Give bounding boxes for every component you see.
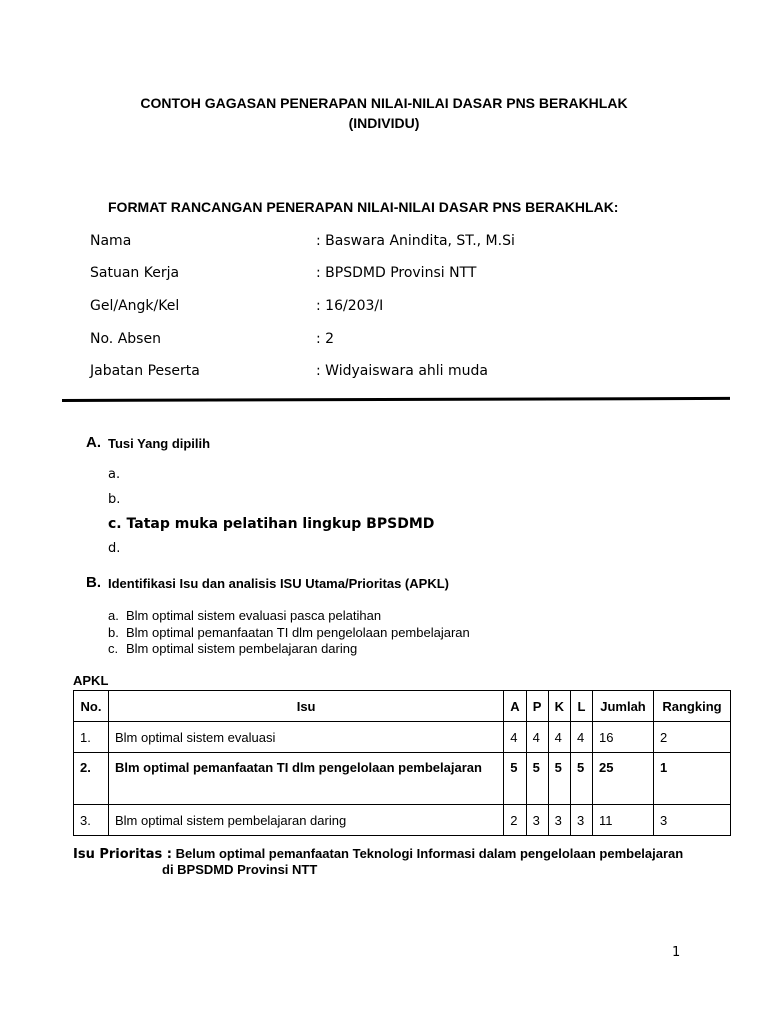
document-title: CONTOH GAGASAN PENERAPAN NILAI-NILAI DASAR PNS BERAKHLAK [140,95,628,111]
cell-p: 4 [526,722,548,753]
cell-jumlah: 11 [593,805,654,836]
identity-value: : 16/203/I [316,298,384,314]
isu-text: Blm optimal pemanfaatan TI dlm pengelolaan pembelajaran [126,625,470,640]
cell-no: 2. [74,753,109,805]
tusi-text: Tatap muka pelatihan lingkup BPSDMD [126,516,435,532]
format-title: FORMAT RANCANGAN PENERAPAN NILAI-NILAI DASAR PNS BERAKHLAK: [108,199,619,215]
cell-l: 4 [571,722,593,753]
page-number: 1 [672,945,681,960]
identity-label: Nama [90,233,132,249]
identity-row-no-absen [90,331,730,351]
column-header: P [526,691,548,722]
identity-label: Satuan Kerja [90,265,180,281]
cell-k: 3 [548,805,570,836]
cell-jumlah: 16 [593,722,654,753]
cell-p: 3 [526,805,548,836]
table-row [74,805,731,836]
priority-text-line2: di BPSDMD Provinsi NTT [162,862,318,877]
cell-l: 3 [571,805,593,836]
column-header: No. [74,691,109,722]
isu-marker: b. [108,625,119,640]
cell-l: 5 [571,753,593,805]
table-row [74,753,731,805]
cell-rangking: 3 [653,805,730,836]
cell-k: 5 [548,753,570,805]
identity-label: No. Absen [90,331,161,347]
tusi-item-b [108,492,120,507]
tusi-marker: d. [108,541,121,556]
cell-p: 5 [526,753,548,805]
section-b-letter: B. [86,574,101,591]
table-row [74,722,731,753]
identity-label: Gel/Angk/Kel [90,298,180,314]
identity-label: Jabatan Peserta [90,363,200,379]
identity-value: : Widyaiswara ahli muda [316,363,488,379]
apkl-label: APKL [73,673,109,688]
section-b-title: Identifikasi Isu dan analisis ISU Utama/Prioritas (APKL) [108,576,449,591]
cell-no: 1. [74,722,109,753]
document-subtitle: (INDIVIDU) [348,115,420,131]
cell-isu: Blm optimal sistem evaluasi [108,722,503,753]
identity-row-jabatan [90,363,730,383]
identity-row-satuan-kerja [90,265,730,285]
tusi-marker: a. [108,467,121,482]
cell-a: 2 [504,805,526,836]
section-a-letter: A. [86,434,101,451]
cell-k: 4 [548,722,570,753]
isu-text: Blm optimal sistem pembelajaran daring [126,641,358,656]
column-header: Jumlah [593,691,654,722]
cell-no: 3. [74,805,109,836]
column-header: L [571,691,593,722]
section-a-title: Tusi Yang dipilih [108,436,211,451]
cell-rangking: 2 [653,722,730,753]
priority-issue [73,846,753,862]
isu-item-c [108,641,357,656]
cell-jumlah: 25 [593,753,654,805]
priority-text-line1: Belum optimal pemanfaatan Teknologi Informasi dalam pengelolaan pembelajaran [175,846,684,861]
identity-value: : BPSDMD Provinsi NTT [316,265,477,281]
isu-marker: a. [108,608,119,623]
tusi-marker: b. [108,492,121,507]
isu-item-b [108,625,470,640]
isu-text: Blm optimal sistem evaluasi pasca pelatihan [126,608,382,623]
column-header: Isu [108,691,503,722]
cell-isu: Blm optimal sistem pembelajaran daring [108,805,503,836]
tusi-item-d [108,541,120,556]
priority-label: Isu Prioritas : [73,847,172,862]
isu-marker: c. [108,641,119,656]
table-header-row [74,691,731,722]
isu-item-a [108,608,381,623]
cell-a: 4 [504,722,526,753]
cell-rangking: 1 [653,753,730,805]
identity-value: : Baswara Anindita, ST., M.Si [316,233,515,249]
identity-value: : 2 [316,331,335,347]
cell-a: 5 [504,753,526,805]
column-header: K [548,691,570,722]
column-header: Rangking [653,691,730,722]
tusi-marker: c. [108,516,122,532]
cell-isu: Blm optimal pemanfaatan TI dlm pengelolaan pembelajaran [108,753,503,805]
tusi-item-a [108,467,120,482]
tusi-item-c [108,516,434,532]
apkl-table [73,690,731,836]
horizontal-divider [62,397,730,402]
column-header: A [504,691,526,722]
identity-row-gel-angk-kel [90,298,730,318]
identity-row-nama [90,233,730,253]
